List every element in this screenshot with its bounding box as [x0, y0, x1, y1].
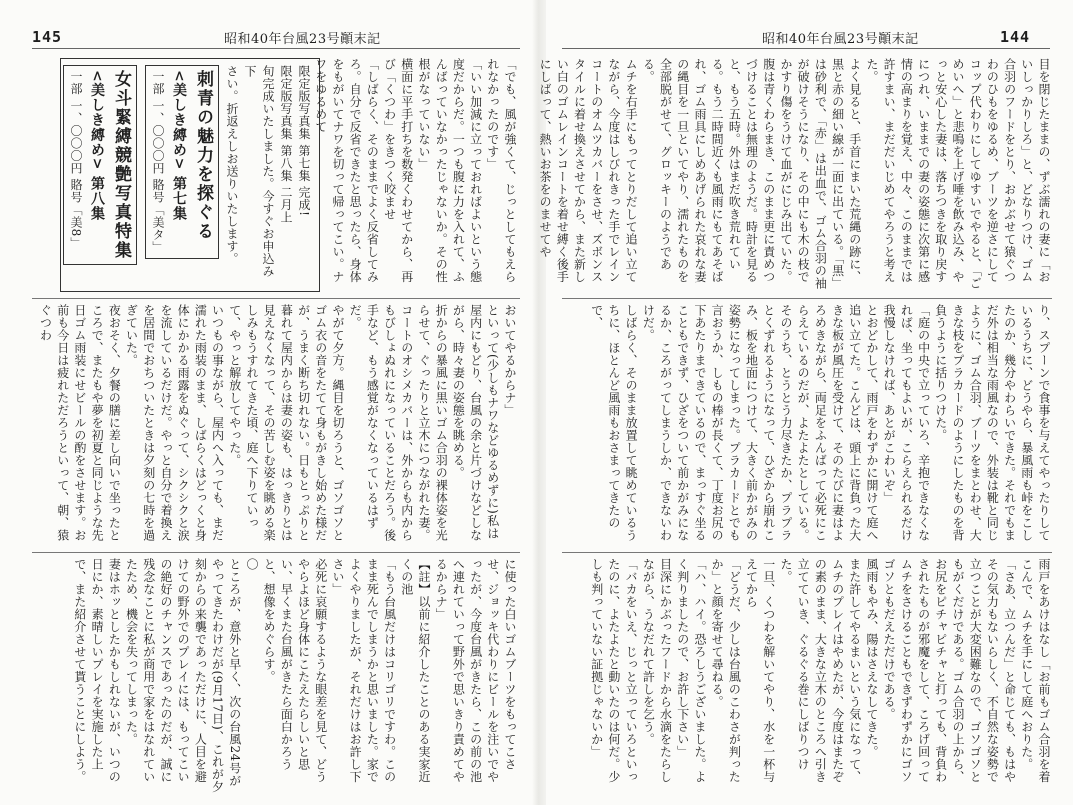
- ad-line-2: 限定版写真集 第八集 二月上: [279, 65, 293, 224]
- paragraph: 一旦、くつわを解いてやり、水を一杯与えてから: [744, 558, 776, 783]
- paragraph: 必死に哀願するような眼差を見て、どうやらよほど身体にこたえたらしいと思い、早くまた台風がきたら面白かろうと、想像をめぐらす。: [262, 558, 328, 783]
- paragraph: おいてやるからナ」: [503, 304, 517, 417]
- right-page: [540, 0, 1073, 805]
- ad-title-photo: 女斗緊縛競艶写真特集: [111, 70, 131, 260]
- paragraph: 「もう台風だけはコリゴリですわ。このまま死んでしまうかと思いました。家でよくやりましたが、それだけはお許し下さい」: [330, 558, 397, 783]
- ad-line-1: 限定版写真集 第七集 完成!: [297, 65, 311, 217]
- paragraph: といって(少しもナワなどゆるめずに)私は屋内にもどり、台風の余と片づけなどしながら、時々妻の姿態を眺める。: [451, 304, 500, 542]
- section-mark: 〇: [244, 558, 259, 571]
- paragraph: また許してやるまいという気になって、ムチのプレイはやめたが、今度はまたぞの素のまま、大きな立木のところへ引き立てていき、ぐるぐる巻にしばりつけた。: [778, 558, 862, 783]
- tier-separator: [32, 298, 520, 299]
- paragraph: 折からの暴風に黒いゴム合羽の裸体姿を光らせて、ぐったりと立木につながれた妻。コートのオシメカバーは、外からも内からもびしょぬれになっていることだろう。後手など、もう感覚がなくなっているはずだ。: [348, 304, 449, 542]
- paragraph: 雨戸をあけはなし「お前もゴム合羽を着こんで、ムチを手にして庭へおりた。: [1019, 558, 1051, 783]
- advertisement-box: [60, 58, 320, 292]
- paragraph: いつもの事ながら、屋内へ入っても、まだ濡れた雨装のまま、しばらくはどっくと身体にかかる雨露をぬぐって、シクシクと涙を流しているだけだ。やっと自分で着換えを居間でおちついたときは夕刻の七時を過ぎていた。: [124, 304, 225, 542]
- ad-title-tattoo: 刺青の魅力を探ぐる: [193, 70, 213, 241]
- running-head: 昭和40年台風23号顚末記: [760, 28, 921, 49]
- tier-separator: [562, 298, 1052, 299]
- paragraph: 「どうだ、少しは台風のこわさが判ったか」と顔を寄せて尋ねる。: [710, 558, 742, 783]
- paragraph: 【註】以前に紹介したことのある実家近くの池: [399, 558, 431, 783]
- tier-separator: [32, 552, 520, 553]
- running-head: 昭和40年台風23号顚末記: [222, 28, 383, 49]
- page-number: 145: [32, 28, 63, 46]
- paragraph: 「でも、風が強くて、じっとしてもえられなかったのです」: [485, 58, 517, 283]
- upper-body-text: [538, 58, 1052, 294]
- advertisement-content: [67, 65, 313, 285]
- paragraph: ところが、意外と早く、次の台風24号がやってきたわけだが(9月17日)、これが夕刻からの来襲であっただけに、人目を避けての野外でのプレイには、もってこいの絶好のチャンスであったのだが、誠に残念なことに私が商用で家をはなれていたため、機会を失ってしまった。: [124, 558, 242, 793]
- page-number: 144: [1000, 28, 1031, 46]
- paragraph: り、スプーンで食事を与えてやったりしているうちに、どうやら、暴風雨も峠をこしたのか、幾分やわらいできた。それでもまだ外は相当な雨風なので、外装は靴と同じように、ゴム合羽、ブーツをまとわせ、大きな枝をプラカードのようにしたものを背負うように括りつけた。: [933, 304, 1051, 542]
- ad-price-8: 一部 一、〇〇〇円 賂号「美8」: [69, 70, 83, 250]
- ad-line-4: さい。折返えしお送りいたします。: [225, 65, 239, 265]
- ad-price-7: 一部 一、〇〇〇円 賂号「美タ」: [151, 70, 165, 254]
- paragraph: 風雨もやみ、陽はさえなしてきた。: [864, 558, 879, 758]
- ad-inner-box-7: [145, 65, 219, 259]
- ad-subtitle-7: <美しき縛め> 第七集: [171, 70, 187, 222]
- paragraph: 目を閉じたままの、ずぶ濡れの妻に「おいしっかりしろ」と、どなりつけ、ゴム合羽のフードをとり、おかぶせて猿ぐつわのひもをゆるめ、ブーツを逆さにしてコップ代わりにしてゆすいでやると、「ごめいへ」と悲鳴を上げ唾を飲み込み、やっと安心した妻は、落ちつきを取り戻すにつれ、いままでの妻の姿態に次第に感情の高まりを覚え、中々、このままでは許すまい、まだだいじめてやろうと考えた。: [864, 58, 1051, 290]
- bottom-body-text: [562, 558, 1052, 794]
- upper-body-text: [313, 58, 518, 294]
- paragraph: 「いい加減に立っておればよいという態度だからだ。一つも腹に力を入れて、ふんばっていなかったじゃないか。その性根がなっていない」: [416, 58, 483, 283]
- paragraph: 妻はホッとしたかもしれないが、いつの日にか、素晴しいプレイを実施した上で、また紹介させて貰うことにしよう。: [72, 558, 122, 783]
- bottom-body-text: [40, 558, 518, 794]
- header-rule: [562, 48, 1050, 49]
- ad-inner-box-8: [63, 65, 137, 265]
- paragraph: そのうち、とうとう力尽きたか、プラプラとくずれるようになって、ひざから崩れこみ、板を地面につけて、大きく前かがみの姿勢になってしまった。プラカードとでも言おうか、しもの棒が長くて、丁度お尻の下あたりまできているので、まっすぐ坐ることもできず、ひざをついて前かがみになるか、ころがってしまうしか、できないわけだ。: [641, 304, 793, 542]
- paragraph: に使った白いゴムブーツをもってこさせ、ジョッキ代わりにビールを注いでやったが、今度台風がきたら、この前の池へ連れていって野外で思いきり責めてやるからナ」: [434, 558, 517, 783]
- paragraph: やがて夕方。縄目を切ろうと、ゴソゴソとゴム衣の音をたてて身もがきし始めた様だが、うまく断ち切れない。日もとっぷりと暮れて屋内からは妻の姿も、はっきりとは見えなくなって、その苦しむ姿を眺める楽しみもうすれてきた頃、庭へ下りていって、やっと解放してやった。: [227, 304, 345, 542]
- paragraph: よく見ると、手首にまいた荒縄の跡に、黒と赤の細い線が一面に出ている。「黒」は砂利で、「赤」は出血で、ゴム合羽の袖が破けそうになり、その中にも木の枝でかすり傷をうけて血がにじみ出ていた。腹は青くわらまき、このまま更に責めつづけることは無理のようだ。時計を見ると、もう五時。外はまだ吹き荒れている。もう二時間近くも風雨にもてあそばれ、ゴム雨具にしめあげられた哀れな妻の縄目を一旦といてやり、濡れたものを全部脱がせて、グロッキーのようである。: [641, 58, 862, 290]
- header-rule: [32, 48, 520, 49]
- lower-body-text: [38, 304, 518, 548]
- paragraph: とおどかして、雨戸をわずかに開けて庭へ追い立てた。こんどは、頭上に背負った大きな板が風圧を受けて、そのたびに妻はよろめきながら、両足をふんばって必死にこらえているのだが、よたよたとしている。: [796, 304, 879, 542]
- paragraph: 「庭の中央で立っていろ、辛抱できなくなれば、坐ってもよいが、こらえられるだけ我慢しなければ、あとがこわいぞ」: [882, 304, 931, 542]
- paragraph: 横面に平手打ちを数発くわせてから、再び「くつわ」をきつく咬ませ: [382, 58, 414, 283]
- paragraph: 夜おそく、夕餐の膳に差し向いで坐ったところで、またもや夢を初夏と同じような先日ゴム雨装にせビールの酌をさせます。お前も今日は疲れただろうといって、朝、猿ぐつわ: [38, 304, 122, 542]
- paragraph: 目深にかぶったフードから水滴をたらしながら、うなだれて許しを乞う。: [641, 558, 673, 783]
- paragraph: 「さあ、立つんだ」と命じても、もはやその気力もないらしく、不自然な姿勢で立つことが大変困難なので、ゴソゴソともがくだけである。ゴム合羽の上から、お尻をピチャピチャと打っても、背負わされたものが邪魔をして、ころげ回ってムチをさけることもできずわずかにゴソゴソともだえただけである。: [882, 558, 1017, 783]
- paragraph: 「バカをいえ、じっと立っていろといったのに、よたよたと動いたのは何だ。少しも判っていない証拠じゃないか」: [589, 558, 639, 783]
- lower-body-text: [562, 304, 1052, 548]
- paragraph: しばらく、そのまま放置して眺めているうちに、ほとんど風雨もおさまってきたので、: [589, 304, 639, 542]
- ad-line-3: 旬完成いたしました。今すぐお申込み下: [243, 65, 275, 278]
- paragraph: 「ハ、ハイ。恐ろしうございました。よく判りましたので、お許し下さい」: [675, 558, 707, 783]
- paragraph: ムチを右手にもってとりだして追い立てながら、今度はしびれきった手でレインコートのオムツカバーをさせ、ズボンスタイルに着せ換えさせてから、また新しい白のゴムレインコートを着せ縛く後手にしばって、熱いお茶をのませてや: [538, 58, 639, 283]
- paragraph: 「しばらく、そのままでよく反省してみろ。自分で反省できたと思ったら、身体をもがいてナワを切って帰ってこい。ナワをゆるめて: [313, 58, 380, 283]
- tier-separator: [562, 552, 1052, 553]
- ad-subtitle-8: <美しき縛め> 第八集: [89, 70, 105, 222]
